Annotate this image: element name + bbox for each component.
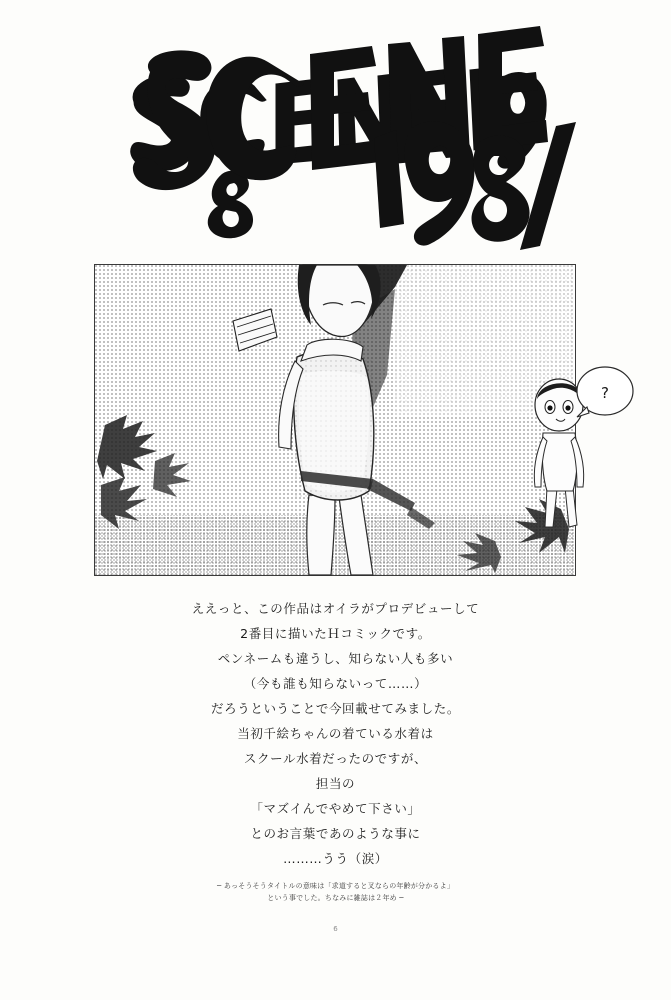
caption-line: ペンネームも違うし、知らない人も多い: [217, 651, 454, 666]
footnote-block: [0, 880, 671, 904]
title-lettering: [126, 56, 546, 241]
footnote-line: という事でした。ちなみに雑誌は２年め ─: [267, 894, 404, 902]
caption-line: （今も誰も知らないって……）: [243, 676, 428, 691]
illustration-panel: [94, 264, 609, 576]
caption-line: 「マズイんでやめて下さい」: [250, 801, 421, 816]
caption-line: ………うう（涙）: [283, 851, 388, 866]
caption-line: 担当の: [315, 776, 356, 791]
caption-line: だろうということで今回載せてみました。: [211, 701, 460, 716]
svg-text:?: ?: [601, 384, 609, 402]
caption-line: スクール水着だったのですが、: [243, 751, 428, 766]
page-title: [0, 48, 671, 248]
caption-line: ええっと、この作品はオイラがプロデビューして: [191, 601, 480, 616]
caption-block: [0, 596, 671, 871]
caption-line: 当初千絵ちゃんの着ている水着は: [237, 726, 434, 741]
caption-line: とのお言葉であのような事に: [250, 826, 421, 841]
footnote-line: ─ あっそうそうタイトルの意味は「求道すると叉ならの年齢が分かるよ」: [216, 882, 455, 890]
illustration-artwork: [95, 265, 609, 575]
page-number: 6: [333, 925, 338, 933]
caption-line: 2番目に描いたＨコミックです。: [240, 626, 431, 641]
speech-bubble: [577, 367, 633, 417]
